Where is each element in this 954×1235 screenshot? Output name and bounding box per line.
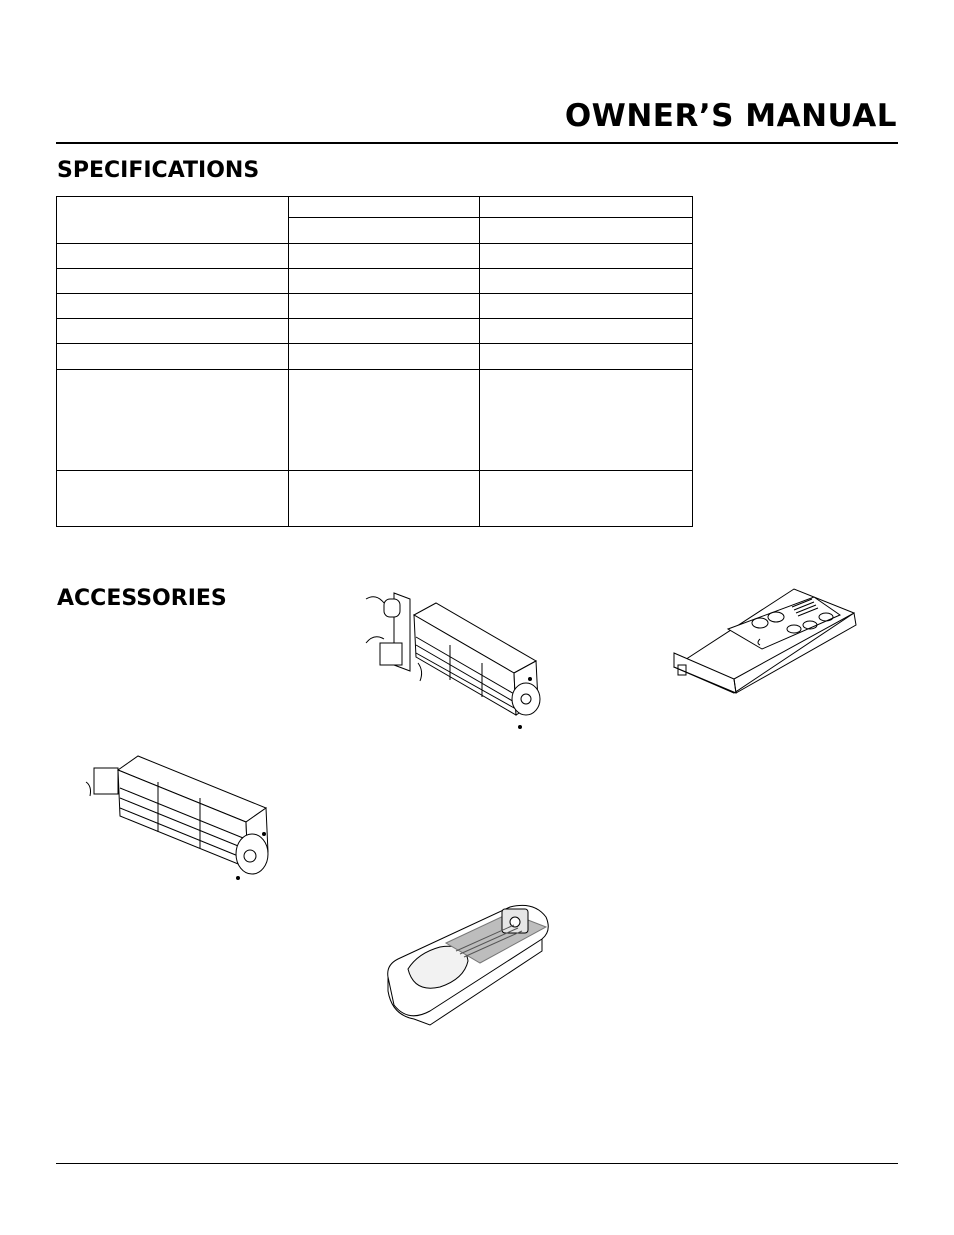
spec-cell (289, 370, 480, 471)
header-rule (56, 142, 898, 144)
remote-control-icon (384, 903, 554, 1028)
spec-cell (57, 370, 289, 471)
spec-cell (289, 319, 480, 344)
spec-cell (480, 344, 693, 370)
spec-cell (289, 294, 480, 319)
remote-control-icon (664, 585, 859, 695)
spec-cell (289, 218, 480, 244)
spec-cell (480, 244, 693, 269)
spec-cell (480, 197, 693, 218)
spec-cell (57, 244, 289, 269)
spec-cell (289, 197, 480, 218)
page-title: OWNER’S MANUAL (564, 98, 897, 134)
spec-cell (480, 218, 693, 244)
spec-cell (57, 197, 289, 244)
spec-cell (480, 269, 693, 294)
blower-kit-icon (82, 752, 282, 892)
spec-cell (289, 344, 480, 370)
specifications-table (56, 196, 693, 527)
spec-cell (57, 471, 289, 527)
accessories-heading: ACCESSORIES (57, 586, 227, 611)
spec-cell (289, 244, 480, 269)
spec-cell (57, 319, 289, 344)
spec-cell (480, 319, 693, 344)
spec-cell (57, 269, 289, 294)
spec-cell (480, 370, 693, 471)
spec-cell (480, 294, 693, 319)
blower-kit-icon (360, 585, 555, 735)
spec-cell (57, 294, 289, 319)
spec-cell (289, 269, 480, 294)
spec-cell (289, 471, 480, 527)
footer-rule (56, 1163, 898, 1164)
spec-cell (480, 471, 693, 527)
spec-cell (57, 344, 289, 370)
specifications-heading: SPECIFICATIONS (57, 158, 260, 183)
